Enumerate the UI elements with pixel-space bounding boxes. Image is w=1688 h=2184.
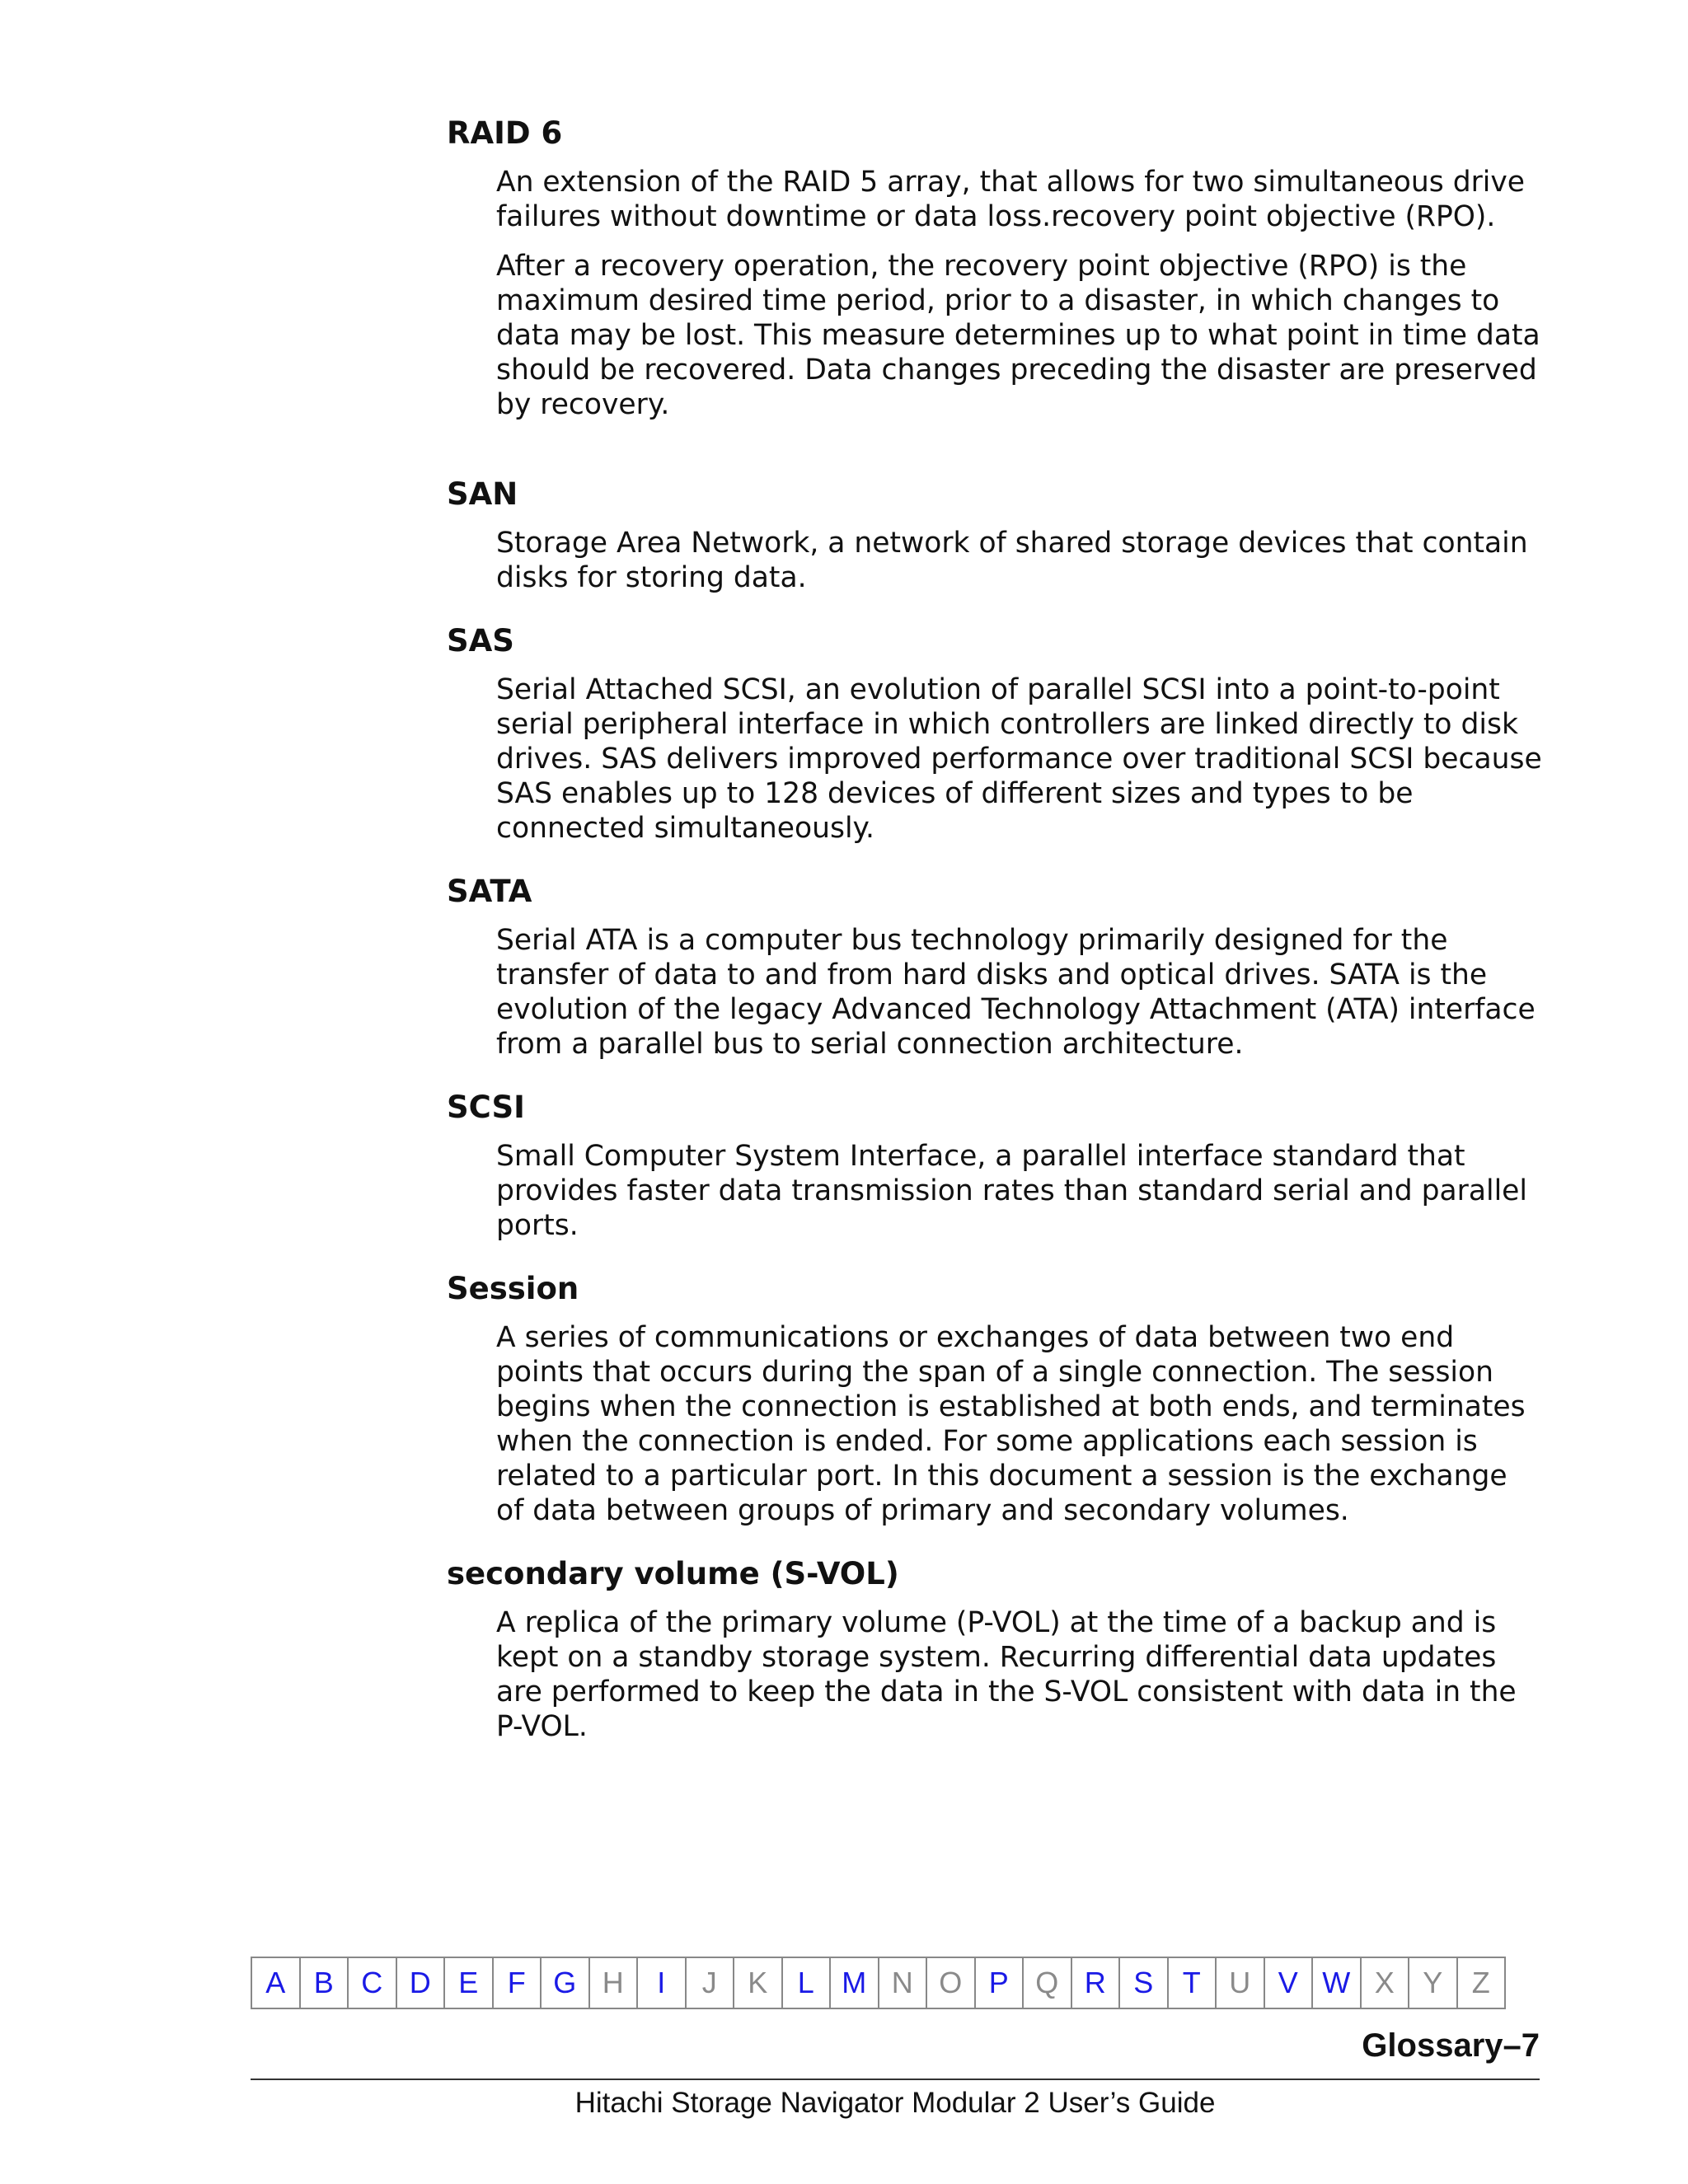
alphabet-link-a[interactable]: A [252, 1958, 301, 2008]
alphabet-link-q: Q [1024, 1958, 1072, 2008]
alphabet-link-c[interactable]: C [349, 1958, 397, 2008]
glossary-entry-sata [447, 874, 1543, 1062]
document-title: Hitachi Storage Navigator Modular 2 User’s Guide [574, 2087, 1216, 2119]
alphabet-link-v[interactable]: V [1265, 1958, 1314, 2008]
glossary-term: secondary volume (S-VOL) [447, 1556, 899, 1591]
glossary-entry-scsi [447, 1090, 1543, 1243]
glossary-definition: A series of communications or exchanges of data between two end points that occurs during the span of a single connection. The session begins when the connection is established at both ends, and terminates when the connection is ended. For some applications each session is related to a particular port. In this document a session is the exchange of data between groups of primary and secondary volumes. [496, 1321, 1526, 1527]
glossary-entry-san [447, 476, 1543, 595]
alphabet-link-i[interactable]: I [638, 1958, 687, 2008]
alphabet-link-p[interactable]: P [976, 1958, 1025, 2008]
alphabet-link-y: Y [1409, 1958, 1458, 2008]
glossary-term: Session [447, 1271, 579, 1306]
glossary-entry-secondary-volume [447, 1556, 1543, 1744]
alphabet-link-k: K [734, 1958, 783, 2008]
glossary-content [447, 115, 1543, 1759]
glossary-term: SAN [447, 476, 518, 512]
alphabet-link-j: J [687, 1958, 735, 2008]
glossary-entry-raid6 [447, 115, 1543, 422]
alphabet-link-o: O [927, 1958, 976, 2008]
alphabet-link-z: Z [1458, 1958, 1507, 2008]
alphabet-link-x: X [1362, 1958, 1410, 2008]
page-number: Glossary–7 [1362, 2027, 1540, 2064]
glossary-term: SATA [447, 874, 532, 909]
alphabet-link-b[interactable]: B [301, 1958, 349, 2008]
glossary-term: SCSI [447, 1090, 525, 1125]
glossary-definition: Serial Attached SCSI, an evolution of parallel SCSI into a point-to-point serial peripheral interface in which controllers are linked directly to disk drives. SAS delivers improved performance over traditional SCSI because SAS enables up to 128 devices of different sizes and types to be connected simultaneously. [496, 673, 1542, 845]
alphabet-link-n: N [879, 1958, 928, 2008]
alphabet-link-e[interactable]: E [445, 1958, 494, 2008]
alphabet-link-t[interactable]: T [1169, 1958, 1217, 2008]
footer-divider [251, 2079, 1540, 2080]
alphabet-index-bar [251, 1957, 1506, 2009]
glossary-definition: After a recovery operation, the recovery point objective (RPO) is the maximum desired time period, prior to a disaster, in which changes to data may be lost. This measure determines up to what point in time data should be recovered. Data changes preceding the disaster are preserved by recovery. [496, 250, 1540, 421]
alphabet-link-f[interactable]: F [494, 1958, 542, 2008]
glossary-definition: Storage Area Network, a network of shared storage devices that contain disks for storing data. [496, 527, 1528, 594]
glossary-entry-session [447, 1271, 1543, 1528]
glossary-term: SAS [447, 623, 514, 658]
alphabet-link-u: U [1217, 1958, 1265, 2008]
glossary-definition: A replica of the primary volume (P-VOL) at the time of a backup and is kept on a standby storage system. Recurring differential data updates are performed to keep the data in the S-VOL consistent with data in the P-VOL. [496, 1606, 1517, 1743]
glossary-definition: An extension of the RAID 5 array, that allows for two simultaneous drive failures without downtime or data loss.recovery point objective (RPO). [496, 166, 1526, 233]
alphabet-link-h: H [590, 1958, 639, 2008]
glossary-entry-sas [447, 623, 1543, 846]
glossary-definition: Small Computer System Interface, a parallel interface standard that provides faster data transmission rates than standard serial and parallel ports. [496, 1140, 1527, 1242]
alphabet-link-s[interactable]: S [1120, 1958, 1169, 2008]
glossary-term: RAID 6 [447, 115, 563, 151]
glossary-definition: Serial ATA is a computer bus technology primarily designed for the transfer of data to and from hard disks and optical drives. SATA is the evolution of the legacy Advanced Technology Attachment (ATA) interface from a parallel bus to serial connection architecture. [496, 924, 1536, 1061]
alphabet-link-g[interactable]: G [542, 1958, 590, 2008]
alphabet-link-w[interactable]: W [1313, 1958, 1362, 2008]
alphabet-link-m[interactable]: M [831, 1958, 879, 2008]
alphabet-link-l[interactable]: L [783, 1958, 832, 2008]
alphabet-link-r[interactable]: R [1072, 1958, 1121, 2008]
alphabet-link-d[interactable]: D [397, 1958, 446, 2008]
